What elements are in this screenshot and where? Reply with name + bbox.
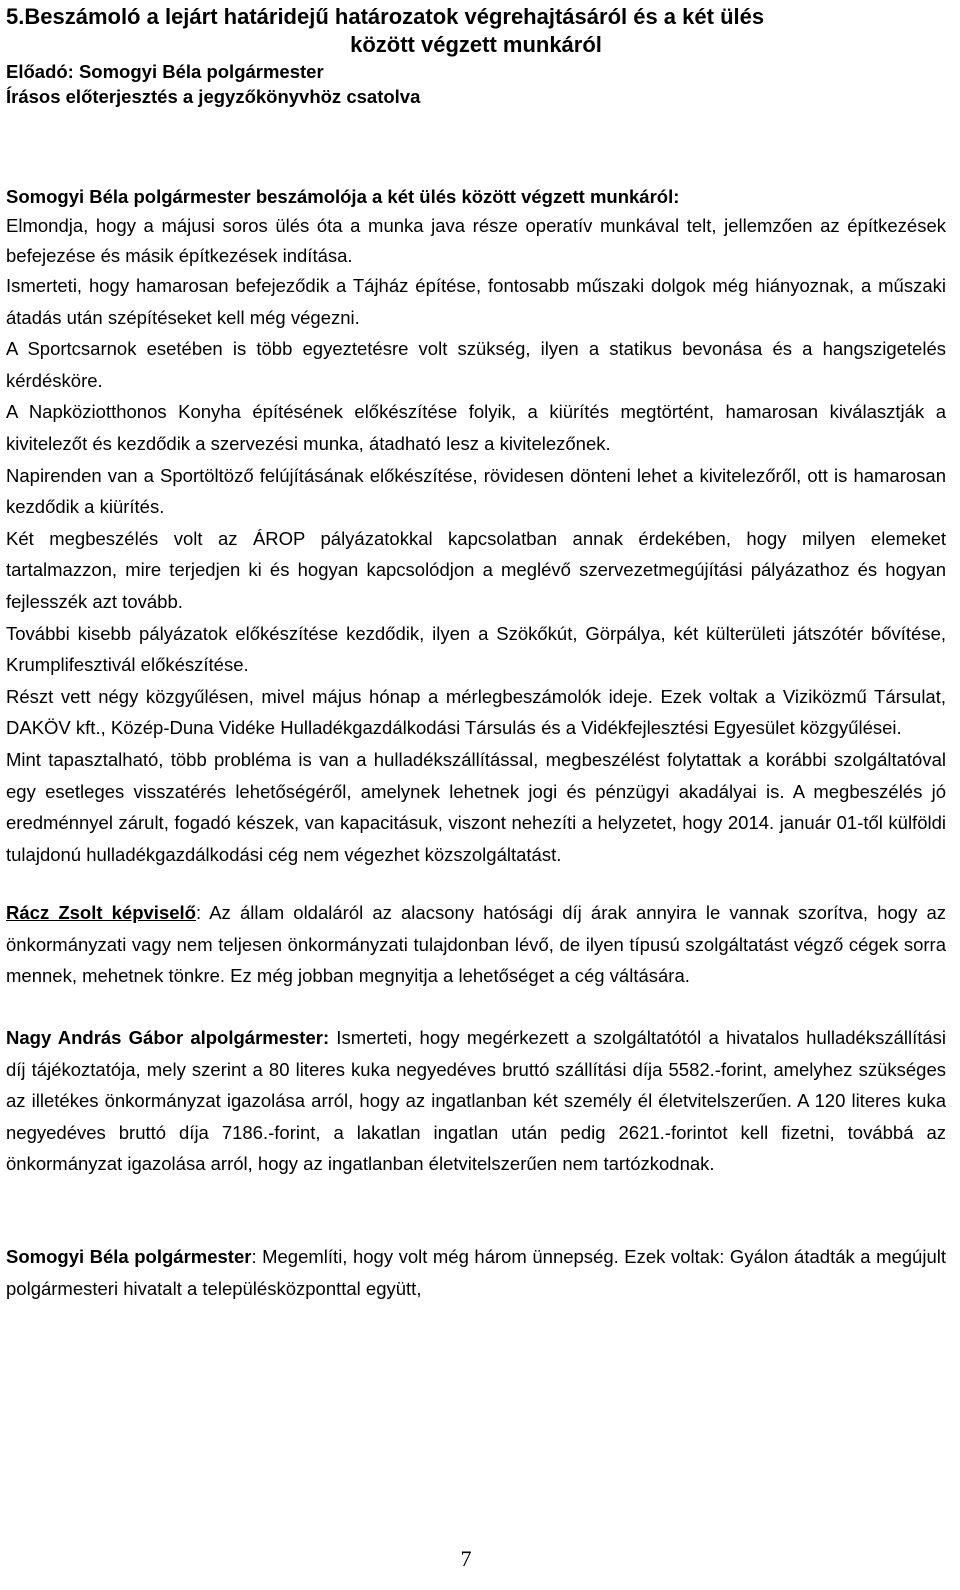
speaker-name: Rácz Zsolt képviselő xyxy=(6,902,196,924)
statement-somogyi-bela xyxy=(6,1241,946,1304)
attachment-note: Írásos előterjesztés a jegyzőkönyvhöz csatolva xyxy=(6,86,421,107)
report-paragraph: A Napköziotthonos Konyha építésének előkészítése folyik, a kiürítés megtörtént, hamarosan kiválasztják a kivitelezőt és kezdődik a szervezési munka, átadható lesz a kivitelezőnek. xyxy=(6,401,946,454)
agenda-title xyxy=(6,3,946,59)
speaker-separator: : xyxy=(251,1246,257,1268)
report-paragraph: Mint tapasztalható, több probléma is van a hulladékszállítással, megbeszélést folytattak a korábbi szolgáltatóval egy esetleges visszatérés lehetőségéről, amelynek lehetnek jogi és pénzügyi akadályai is. A megbeszélés jó eredménnyel zárult, fogadó készek, van kapacitásuk, viszont nehezíti a helyzetet, hogy 2014. január 01-től külföldi tulajdonú hulladékgazdálkodási cég nem végezhet közszolgáltatást. xyxy=(6,748,946,865)
agenda-title-line-2: között végzett munkáról xyxy=(350,32,602,57)
report-paragraph: Ismerteti, hogy hamarosan befejeződik a Tájház építése, fontosabb műszaki dolgok még hiányoznak, a műszaki átadás után szépítéseket kell még végezni. xyxy=(6,275,946,328)
statement-text: Az állam oldaláról az alacsony hatósági díj árak annyira le vannak szorítva, hogy az önkormányzati vagy nem teljesen önkormányzati tulajdonban lévő, de ilyen típusú szolgáltatást végző cégek sorra mennek, mehetnek tönkre. Ez még jobban megnyitja a lehetőséget a cég váltására. xyxy=(6,902,946,987)
statement-nagy-andras-gabor xyxy=(6,1022,946,1180)
agenda-title-line-1: 5.Beszámoló a lejárt határidejű határozatok végrehajtásáról és a két ülés xyxy=(6,4,765,29)
report-paragraph: További kisebb pályázatok előkészítése kezdődik, ilyen a Szökőkút, Görpálya, két külterületi játszótér bővítése, Krumplifesztivál előkészítése. xyxy=(6,622,946,676)
report-paragraph: Két megbeszélés volt az ÁROP pályázatokkal kapcsolatban annak érdekében, hogy milyen elemeket tartalmazzon, mire terjedjen ki és hogyan kapcsolódjon a meglévő szervezetmegújítási pályázathoz és hogyan fejlesszék azt tovább. xyxy=(6,527,946,612)
speaker-name: Nagy András Gábor alpolgármester: xyxy=(6,1027,330,1049)
presenter-line: Előadó: Somogyi Béla polgármester xyxy=(6,61,324,82)
report-paragraph: Részt vett négy közgyűlésen, mivel május hónap a mérlegbeszámolók ideje. Ezek voltak a Viziközmű Társulat, DAKÖV kft., Közép-Duna Vidéke Hulladékgazdálkodási Társulás és a Vidékfejlesztési Egyesület közgyűlései. xyxy=(6,685,946,739)
statement-text: Ismerteti, hogy megérkezett a szolgáltatótól a hivatalos hulladékszállítási díj tájékoztatója, mely szerint a 80 literes kuka negyedéves bruttó szállítási díja 5582.-forint, amelyhez szükséges az illetékes önkormányzat igazolása arról, hogy az ingatlanban két személy él életvitelszerűen. A 120 literes kuka negyedéves bruttó díja 7186.-forint, a lakatlan ingatlan után pedig 2621.-forintot kell fizetni, továbbá az önkormányzat igazolása arról, hogy az ingatlanban életvitelszerűen nem tartózkodnak. xyxy=(6,1027,947,1175)
statement-text: Megemlíti, hogy volt még három ünnepség. Ezek voltak: Gyálon átadták a megújult polgármesteri hivatalt a településközponttal együtt, xyxy=(6,1246,946,1299)
report-heading: Somogyi Béla polgármester beszámolója a két ülés között végzett munkáról: xyxy=(6,186,680,207)
speaker-separator: : xyxy=(195,902,202,924)
report-paragraph: A Sportcsarnok esetében is több egyeztetésre volt szükség, ilyen a statikus bevonása és a hangszigetelés kérdésköre. xyxy=(6,338,946,391)
speaker-name: Somogyi Béla polgármester xyxy=(6,1246,252,1268)
page-number: 7 xyxy=(460,1546,472,1571)
statement-racz-zsolt xyxy=(6,897,946,992)
report-paragraph: Napirenden van a Sportöltöző felújításának előkészítése, rövidesen dönteni lehet a kivitelezőről, ott is hamarosan kezdődik a kiürítés. xyxy=(6,464,946,518)
report-paragraph: Elmondja, hogy a májusi soros ülés óta a munka java része operatív munkával telt, jellemzően az építkezések befejezése és másik építkezések indítása. xyxy=(6,215,946,266)
